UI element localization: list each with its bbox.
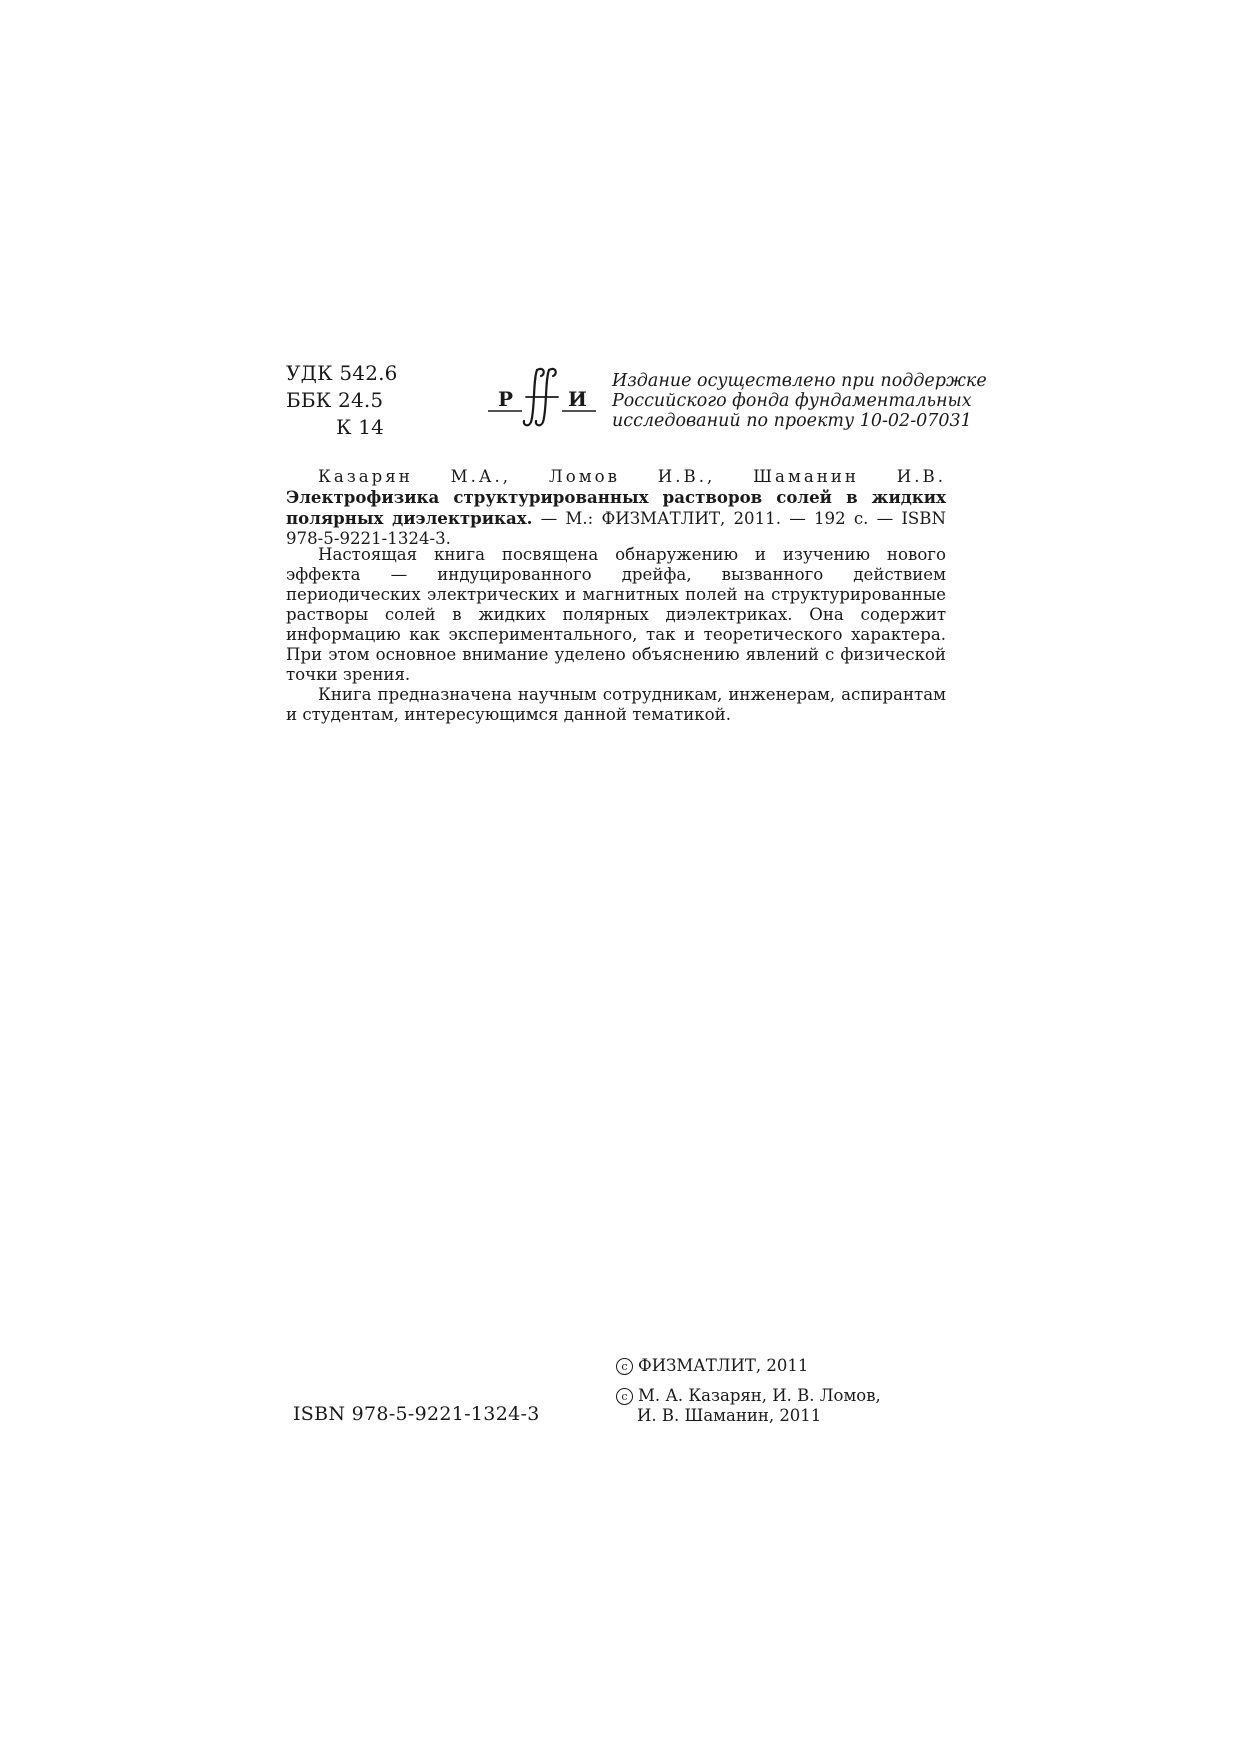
support-note-line-1: Издание осуществлено при поддержке <box>612 371 987 391</box>
annotation <box>286 545 946 725</box>
rffi-logo <box>486 366 598 428</box>
bib-title: Электрофизика структурированных растворов солей в жидких полярных диэлектриках. <box>286 487 946 528</box>
isbn: ISBN 978-5-9221-1324-3 <box>293 1403 540 1425</box>
bbk-code: ББК 24.5 <box>286 388 384 412</box>
support-note <box>612 371 987 431</box>
copyright-icon: c <box>616 1388 633 1405</box>
bib-imprint: — М.: ФИЗМАТЛИТ, 2011. — 192 с. — ISBN 978-5-9221-1324-3. <box>286 509 946 548</box>
annotation-paragraph-2: Книга предназначена научным сотрудникам, инженерам, аспирантам и студентам, интересующимся данной тематикой. <box>286 685 946 724</box>
bib-authors: Казарян М.А., Ломов И.В., Шаманин И.В. <box>318 467 946 486</box>
logo-double-f <box>524 369 558 425</box>
copyright-authors-cont: И. В. Шаманин, 2011 <box>637 1406 822 1425</box>
copyright-block <box>616 1356 881 1426</box>
logo-letter-i: И <box>568 387 587 411</box>
copyright-publisher <box>616 1356 881 1376</box>
copyright-authors <box>616 1386 881 1406</box>
udk-code: УДК 542.6 <box>286 361 398 385</box>
logo-letter-r: Р <box>498 387 514 411</box>
support-note-line-3: исследований по проекту 10-02-07031 <box>612 411 972 431</box>
copyright-icon: c <box>616 1358 633 1375</box>
support-note-line-2: Российского фонда фундаментальных <box>612 391 972 411</box>
author-mark: К 14 <box>336 415 385 439</box>
copyright-publisher-text: ФИЗМАТЛИТ, 2011 <box>638 1356 809 1375</box>
copyright-authors-text: М. А. Казарян, И. В. Ломов, <box>638 1386 881 1405</box>
copyright-gap <box>616 1376 881 1386</box>
classification-codes <box>286 360 398 441</box>
bibliographic-description <box>286 467 946 549</box>
annotation-paragraph-1: Настоящая книга посвящена обнаружению и изучению нового эффекта — индуцированного дрейфа, вызванного действием периодических электрических и магнитных полей на структурированные растворы солей в жидких полярных диэлектриках. Она содержит информацию как экспериментального, так и теоретического характера. При этом основное внимание уделено объяснению явлений с физической точки зрения. <box>286 545 946 684</box>
